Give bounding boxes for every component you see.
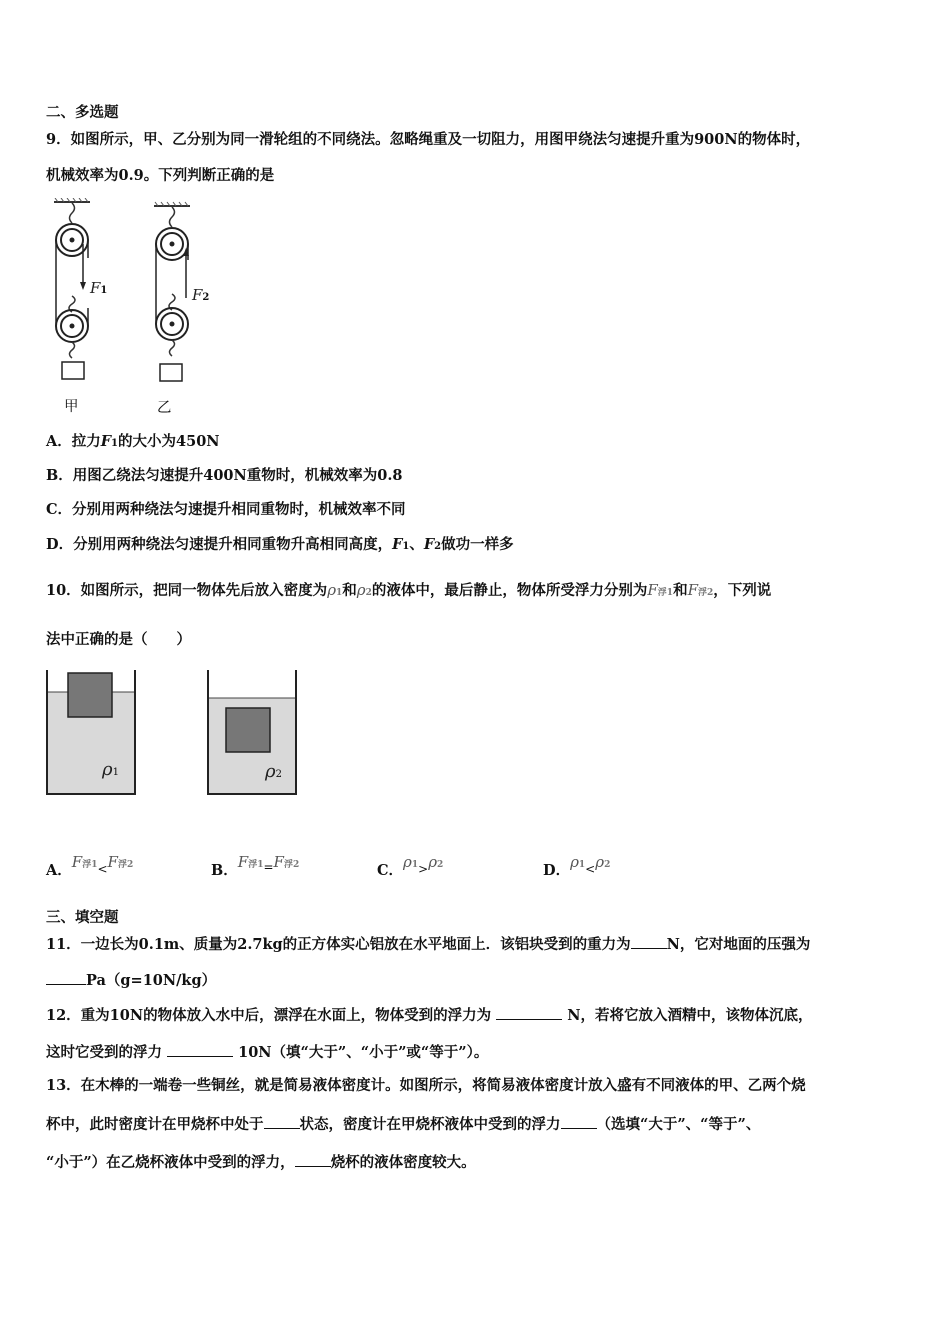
q12-line1: 12．重为10N的物体放入水中后，漂浮在水面上，物体受到的浮力为 N，若将它放入酒精中，该物体沉底， [46,1007,813,1024]
force-label-f2: F2 [192,286,210,304]
beaker-figure-1 [44,670,138,798]
q9-option-a[interactable]: A．拉力F1的大小为450N [46,433,220,450]
beaker2-label: ρ2 [265,761,282,782]
force-label-f1: F1 [90,279,108,297]
q10-option-b[interactable]: B．F浮$1_=F$浮2 [211,853,300,879]
q11-blank-2[interactable] [46,970,86,985]
q13-blank-1[interactable] [264,1114,300,1129]
q13-blank-2[interactable] [561,1114,597,1129]
section-title-multi-choice: 二、多选题 [46,104,119,121]
figure-label-yi: 乙 [157,400,172,416]
q9-option-b[interactable]: B．用图乙绕法匀速提升400N重物时，机械效率为0.8 [46,467,403,484]
q9-option-c[interactable]: C．分别用两种绕法匀速提升相同重物时，机械效率不同 [46,501,406,518]
q13-blank-3[interactable] [295,1152,331,1167]
q9-option-d[interactable]: D．分别用两种绕法匀速提升相同重物升高相同高度，F1、F2做功一样多 [46,536,514,553]
q12-blank-1[interactable] [496,1005,562,1020]
q12-line2: 这时它受到的浮力 10N（填“大于”、“小于”或“等于”）。 [46,1044,489,1061]
q13-line3: “小于”）在乙烧杯液体中受到的浮力， 烧杯的液体密度较大。 [46,1154,476,1171]
q10-stem-line2: 法中正确的是（ ） [46,631,191,648]
q10-stem-line1: 10．如图所示，把同一物体先后放入密度为ρ1和ρ2的液体中，最后静止，物体所受浮力分别为F浮1和F浮2，下列说 [46,581,772,599]
q10-option-c[interactable]: C．$\rho 1_>\rho 2$ [377,853,444,879]
q10-option-a[interactable]: A．F浮$1_<F$浮2 [46,853,134,879]
q9-stem-line2: 机械效率为0.9。下列判断正确的是 [46,167,275,184]
beaker1-label: ρ1 [102,759,119,780]
q12-blank-2[interactable] [167,1042,233,1057]
q9-stem-line1: 9．如图所示，甲、乙分别为同一滑轮组的不同绕法。忽略绳重及一切阻力，用图甲绕法匀速提升重为900N的物体时， [46,131,811,148]
q11-line2: Pa（g=10N/kg） [46,970,216,991]
figure-label-jia: 甲 [64,399,79,415]
q13-line2: 杯中，此时密度计在甲烧杯中处于 状态，密度计在甲烧杯液体中受到的浮力 （选填“大于”、“等于”、 [46,1116,761,1133]
q11-line1: 11．一边长为0.1m、质量为2.7kg的正方体实心铝放在水平地面上．该铝块受到的重力为 N，它对地面的压强为 [46,936,811,953]
q11-blank-1[interactable] [631,934,667,949]
section-title-fill-blank: 三、填空题 [46,909,119,926]
q13-line1: 13．在木棒的一端卷一些铜丝，就是简易液体密度计。如图所示，将简易液体密度计放入盛有不同液体的甲、乙两个烧 [46,1077,806,1094]
beaker-figure-2 [205,670,299,798]
q10-option-d[interactable]: D．$\rho 1_<\rho 2$ [543,853,611,879]
